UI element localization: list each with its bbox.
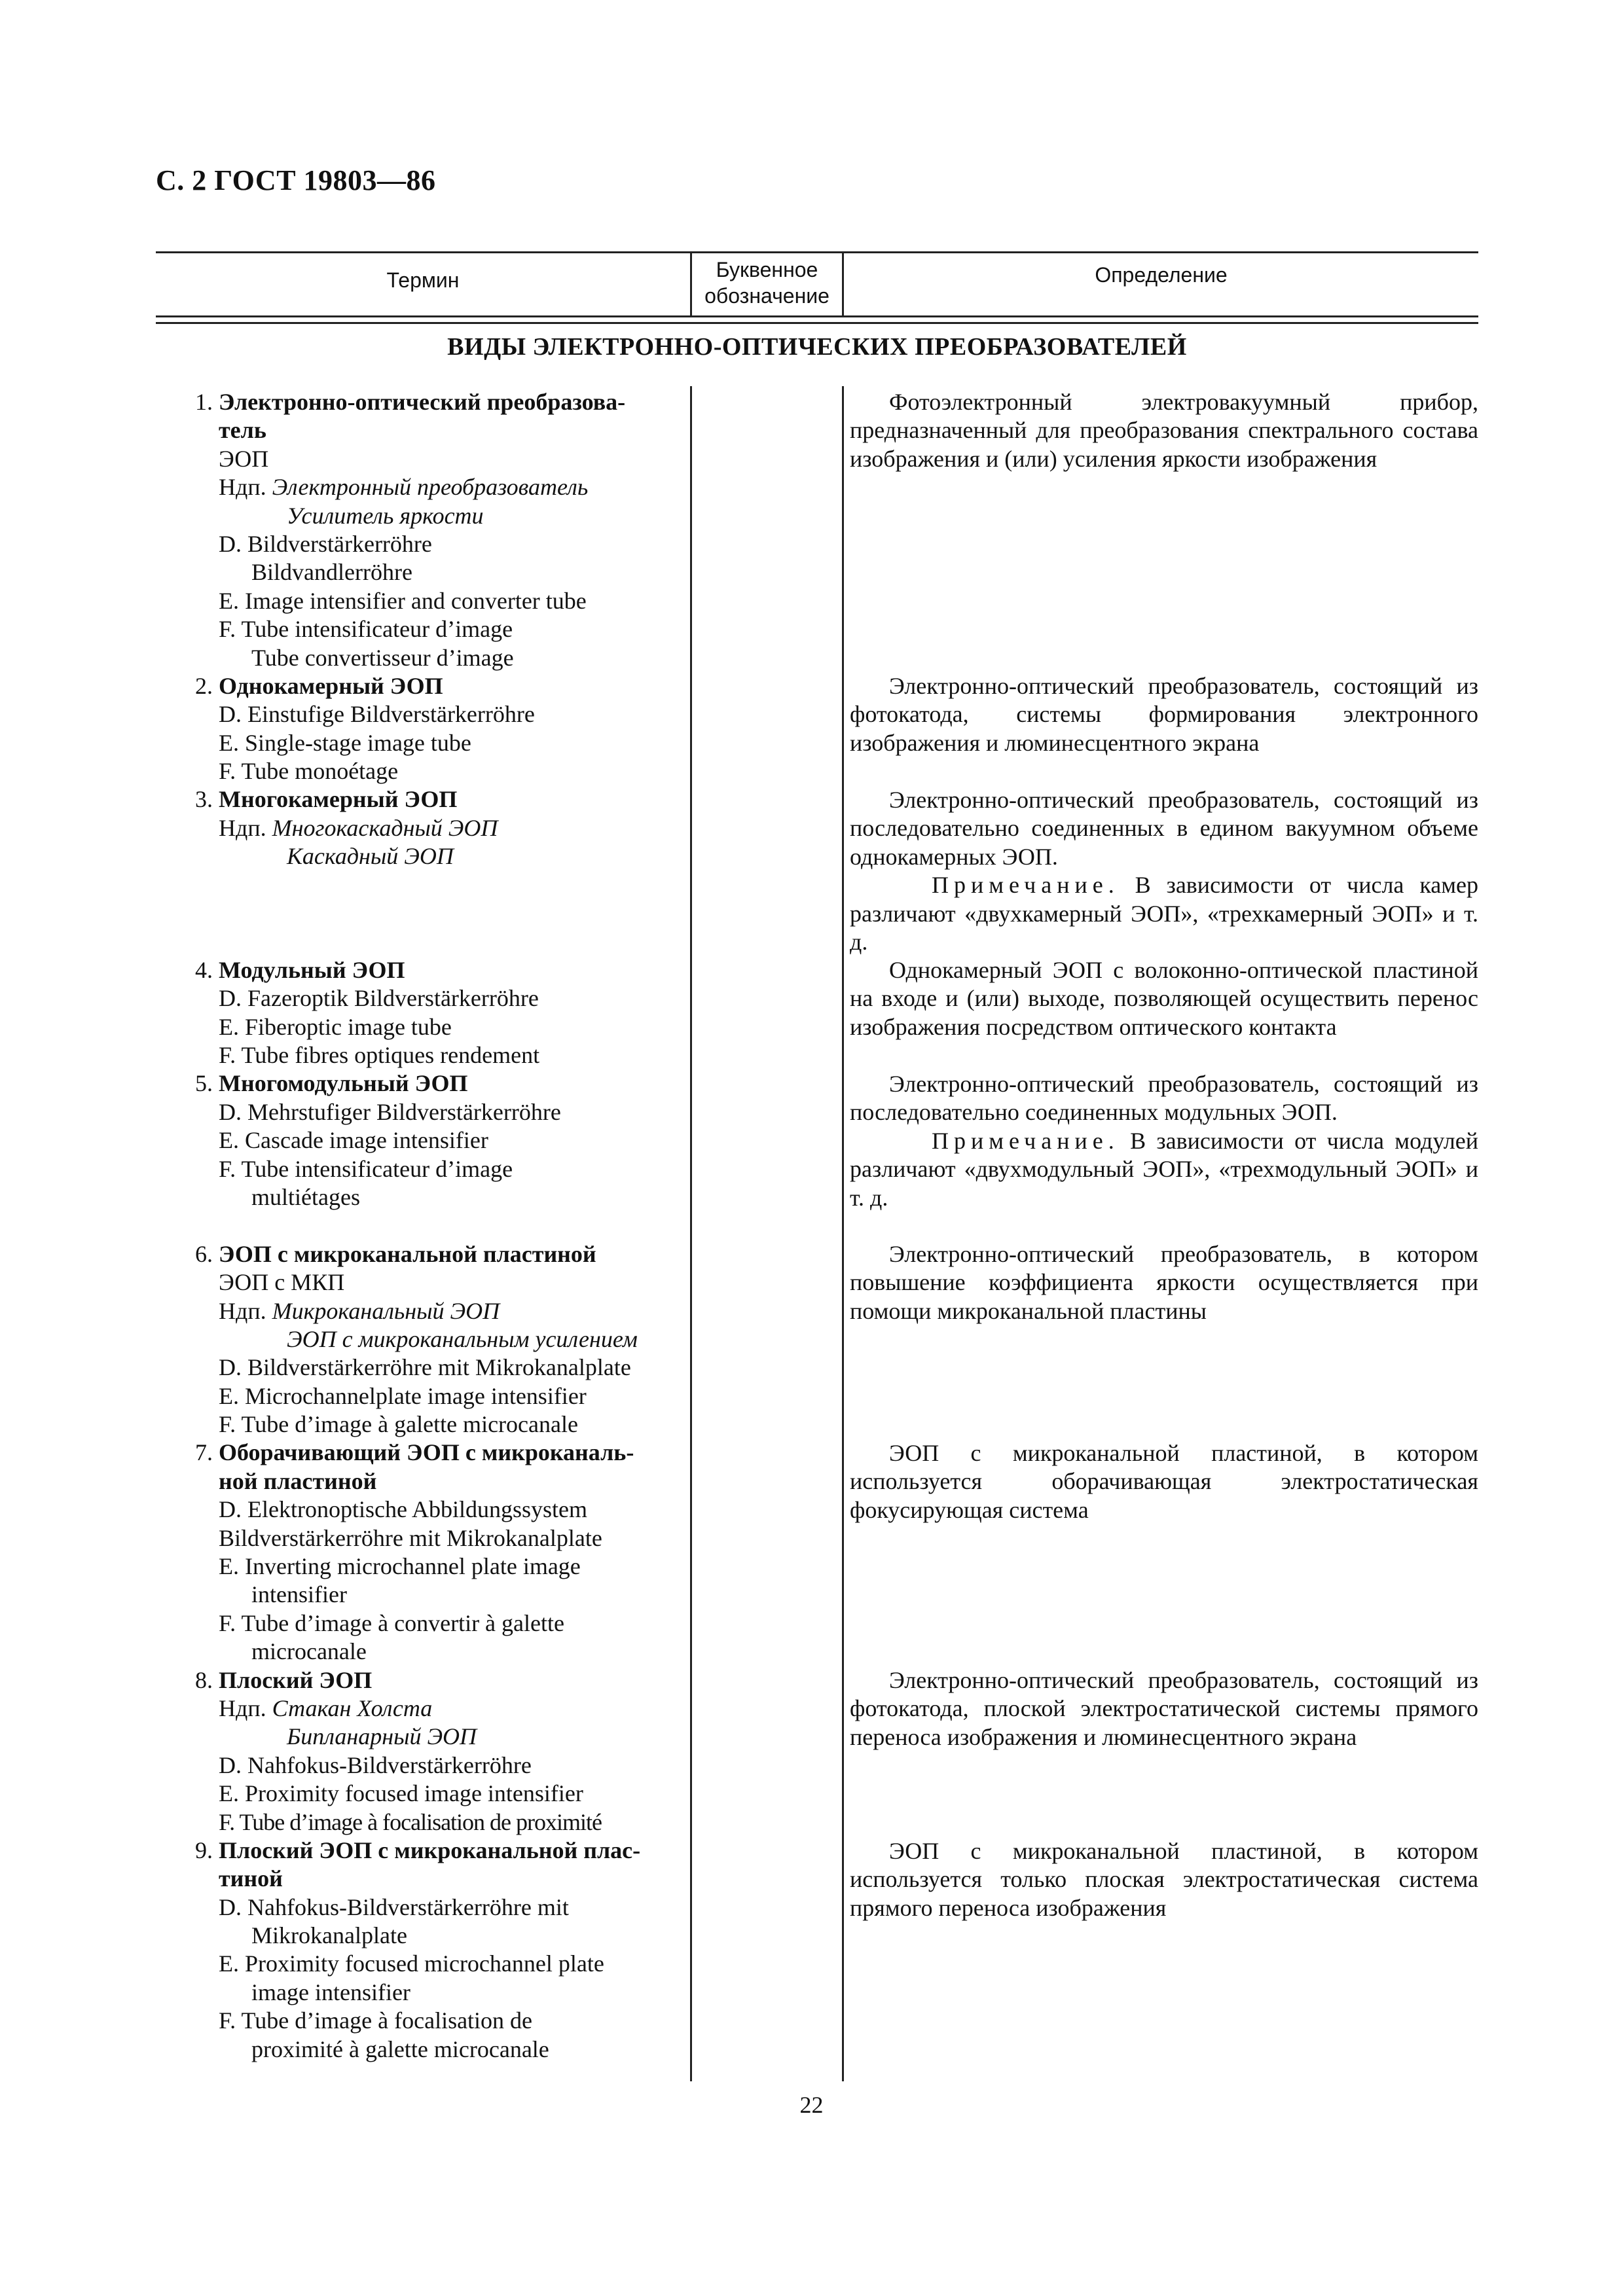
- table-top-rule: [156, 251, 1478, 253]
- term-5-number: 5.: [195, 1070, 219, 1097]
- term-2-de: D. Einstufige Bildverstärkerröhre: [219, 701, 535, 728]
- term-3-number: 3.: [195, 786, 219, 813]
- term-9-de-2: Mikrokanalplate: [251, 1922, 407, 1949]
- definition-7: [850, 1439, 1478, 1524]
- term-5-de: D. Mehrstufiger Bildverstärkerröhre: [219, 1098, 561, 1125]
- term-5-en: E. Cascade image intensifier: [219, 1127, 488, 1154]
- definition-6-text: Электронно-оптический преобразователь, в котором повышение коэффициента яркости осуществляется при помощи микроканальной пластины: [850, 1241, 1478, 1324]
- term-3-ndp-2: Каскадный ЭОП: [287, 843, 454, 870]
- term-3-ndp-1: Многокаскадный ЭОП: [272, 814, 498, 841]
- definition-1-text: Фотоэлектронный электровакуумный прибор, предназначенный для преобразования спектрального состава изображения и (или) усиления яркости изображения: [850, 389, 1478, 472]
- definition-9: [850, 1837, 1478, 1922]
- header-definition: Определение: [1095, 263, 1228, 287]
- term-9-fr-2: proximité à galette microcanale: [251, 2036, 549, 2062]
- header-symbol-line2: обозначение: [704, 284, 830, 308]
- term-5-fr: F. Tube intensificateur d’image: [219, 1155, 513, 1182]
- definition-2-text: Электронно-оптический преобразователь, состоящий из фотокатода, системы формирования электронного изображения и люминесцентного экрана: [850, 673, 1478, 756]
- term-1-title: [195, 388, 693, 416]
- note-5-label: Примечание.: [932, 1127, 1120, 1154]
- definition-9-text: ЭОП с микроканальной пластиной, в котором используется только плоская электростатическая система прямого переноса изображения: [850, 1838, 1478, 1921]
- term-1-de-2: Bildvandlerröhre: [251, 559, 412, 586]
- term-8-fr: F. Tube d’image à focalisation de proximité: [219, 1808, 602, 1835]
- term-5-title: [195, 1069, 693, 1098]
- definition-5: [850, 1070, 1478, 1212]
- term-6-ndp-2: ЭОП с микроканальным усилением: [287, 1325, 638, 1352]
- term-8-name: Плоский ЭОП: [219, 1666, 373, 1693]
- definition-3-text: Электронно-оптический преобразователь, состоящий из последовательно соединенных в едином вакуумном объеме однокамерных ЭОП.: [850, 787, 1478, 870]
- term-7-fr: F. Tube d’image à convertir à galette: [219, 1609, 564, 1636]
- term-4-en: E. Fiberoptic image tube: [219, 1013, 452, 1040]
- term-7-title: [195, 1439, 693, 1467]
- section-title: ВИДЫ ЭЛЕКТРОННО-ОПТИЧЕСКИХ ПРЕОБРАЗОВАТЕЛЕЙ: [447, 333, 1187, 361]
- page-number: 22: [799, 2092, 824, 2118]
- term-4-de: D. Fazeroptik Bildverstärkerröhre: [219, 985, 539, 1012]
- definition-3: [850, 786, 1478, 956]
- term-6-name: ЭОП с микроканальной пластиной: [219, 1240, 596, 1267]
- term-7-name: Оборачивающий ЭОП с микроканаль-: [219, 1439, 634, 1466]
- term-9-name-cont: тиной: [219, 1865, 283, 1892]
- term-6-de: D. Bildverstärkerröhre mit Mikrokanalplate: [219, 1354, 631, 1381]
- term-9-number: 9.: [195, 1837, 219, 1863]
- term-3-name: Многокамерный ЭОП: [219, 786, 458, 813]
- page-title: С. 2 ГОСТ 19803—86: [156, 164, 436, 196]
- term-8-ndp-2: Бипланарный ЭОП: [287, 1723, 477, 1750]
- term-7-en: E. Inverting microchannel plate image: [219, 1553, 581, 1580]
- term-1-name: Электронно-оптический преобразова-: [219, 389, 626, 415]
- term-1-abbr: ЭОП: [219, 445, 269, 472]
- note-3-text: В зависимости от числа камер различают «двухкамерный ЭОП», «трехкамерный ЭОП» и т. д.: [850, 872, 1478, 956]
- note-3-label: Примечание.: [932, 872, 1120, 899]
- term-1-ndp-2: Усилитель яркости: [287, 502, 484, 529]
- definition-1: [850, 388, 1478, 473]
- term-8-de: D. Nahfokus-Bildverstärkerröhre: [219, 1751, 532, 1778]
- term-8-title: [195, 1666, 693, 1695]
- table-header-rule-2: [156, 322, 1478, 324]
- term-1-fr: F. Tube intensificateur d’image: [219, 616, 513, 643]
- header-symbol: [692, 257, 842, 309]
- definition-5-note: [850, 1127, 1478, 1212]
- term-7-name-cont: ной пластиной: [219, 1467, 377, 1494]
- definition-8-text: Электронно-оптический преобразователь, состоящий из фотокатода, плоской электростатической системы прямого переноса изображения и люминесцентного экрана: [850, 1667, 1478, 1750]
- term-6-fr: F. Tube d’image à galette microcanale: [219, 1411, 578, 1438]
- term-9-en-2: image intensifier: [251, 1979, 410, 2005]
- term-8-ndp-1: Стакан Холста: [272, 1695, 433, 1721]
- term-2-title: [195, 672, 693, 700]
- term-6-ndp-1: Микроканальный ЭОП: [272, 1297, 500, 1324]
- term-6-number: 6.: [195, 1240, 219, 1267]
- term-8-en: E. Proximity focused image intensifier: [219, 1780, 583, 1807]
- term-6-title: [195, 1240, 693, 1268]
- term-4-number: 4.: [195, 956, 219, 983]
- definition-8: [850, 1666, 1478, 1751]
- term-2-number: 2.: [195, 672, 219, 699]
- term-1-de: D. Bildverstärkerröhre: [219, 530, 432, 557]
- term-6-en: E. Microchannelplate image intensifier: [219, 1382, 587, 1409]
- term-7-number: 7.: [195, 1439, 219, 1466]
- term-6-ndp-prefix: Ндп.: [219, 1297, 272, 1324]
- definition-4-text: Однокамерный ЭОП с волоконно-оптической пластиной на входе и (или) выходе, позволяющей осуществить перенос изображения посредством оптического контакта: [850, 957, 1478, 1040]
- terms-column: [195, 388, 693, 2064]
- term-2-en: E. Single-stage image tube: [219, 729, 471, 756]
- definition-7-text: ЭОП с микроканальной пластиной, в котором используется оборачивающая электростатическая фокусирующая система: [850, 1440, 1478, 1523]
- definition-6: [850, 1240, 1478, 1325]
- term-2-name: Однокамерный ЭОП: [219, 672, 443, 699]
- body-divider-2: [842, 386, 844, 2081]
- term-6-abbr: ЭОП с МКП: [219, 1269, 345, 1296]
- term-7-de-2: Bildverstärkerröhre mit Mikrokanalplate: [219, 1524, 602, 1551]
- term-1-name-cont: тель: [219, 417, 266, 444]
- definition-2: [850, 672, 1478, 757]
- definition-5-text: Электронно-оптический преобразователь, состоящий из последовательно соединенных модульных ЭОП.: [850, 1071, 1478, 1126]
- term-3-ndp-prefix: Ндп.: [219, 814, 272, 841]
- term-7-en-2: intensifier: [251, 1581, 347, 1608]
- term-8-number: 8.: [195, 1666, 219, 1693]
- term-1-number: 1.: [195, 389, 219, 415]
- term-1-ndp-prefix: Ндп.: [219, 474, 272, 501]
- term-4-fr: F. Tube fibres optiques rendement: [219, 1041, 540, 1068]
- note-5-text: В зависимости от числа модулей различают «двухмодульный ЭОП», «трехмодульный ЭОП» и т. д.: [850, 1127, 1478, 1211]
- term-1-fr-2: Tube convertisseur d’image: [251, 644, 514, 671]
- header-symbol-line1: Буквенное: [716, 258, 818, 281]
- term-5-fr-2: multiétages: [251, 1183, 360, 1210]
- term-9-fr: F. Tube d’image à focalisation de: [219, 2007, 533, 2034]
- term-9-en: E. Proximity focused microchannel plate: [219, 1950, 604, 1977]
- definition-4: [850, 956, 1478, 1041]
- term-9-title: [195, 1837, 693, 1865]
- term-5-name: Многомодульный ЭОП: [219, 1070, 468, 1097]
- term-4-name: Модульный ЭОП: [219, 956, 405, 983]
- term-3-title: [195, 785, 693, 814]
- term-9-name: Плоский ЭОП с микроканальной плас-: [219, 1837, 641, 1863]
- term-8-ndp-prefix: Ндп.: [219, 1695, 272, 1721]
- table-header-rule-1: [156, 315, 1478, 317]
- term-7-fr-2: microcanale: [251, 1638, 367, 1665]
- term-1-en: E. Image intensifier and converter tube: [219, 587, 587, 614]
- term-9-de: D. Nahfokus-Bildverstärkerröhre mit: [219, 1893, 569, 1920]
- definition-3-note: [850, 871, 1478, 956]
- header-term: Термин: [386, 268, 460, 292]
- term-2-fr: F. Tube monoétage: [219, 758, 399, 785]
- term-7-de: D. Elektronoptische Abbildungssystem: [219, 1496, 587, 1523]
- term-4-title: [195, 956, 693, 984]
- term-1-ndp-1: Электронный преобразователь: [272, 474, 589, 501]
